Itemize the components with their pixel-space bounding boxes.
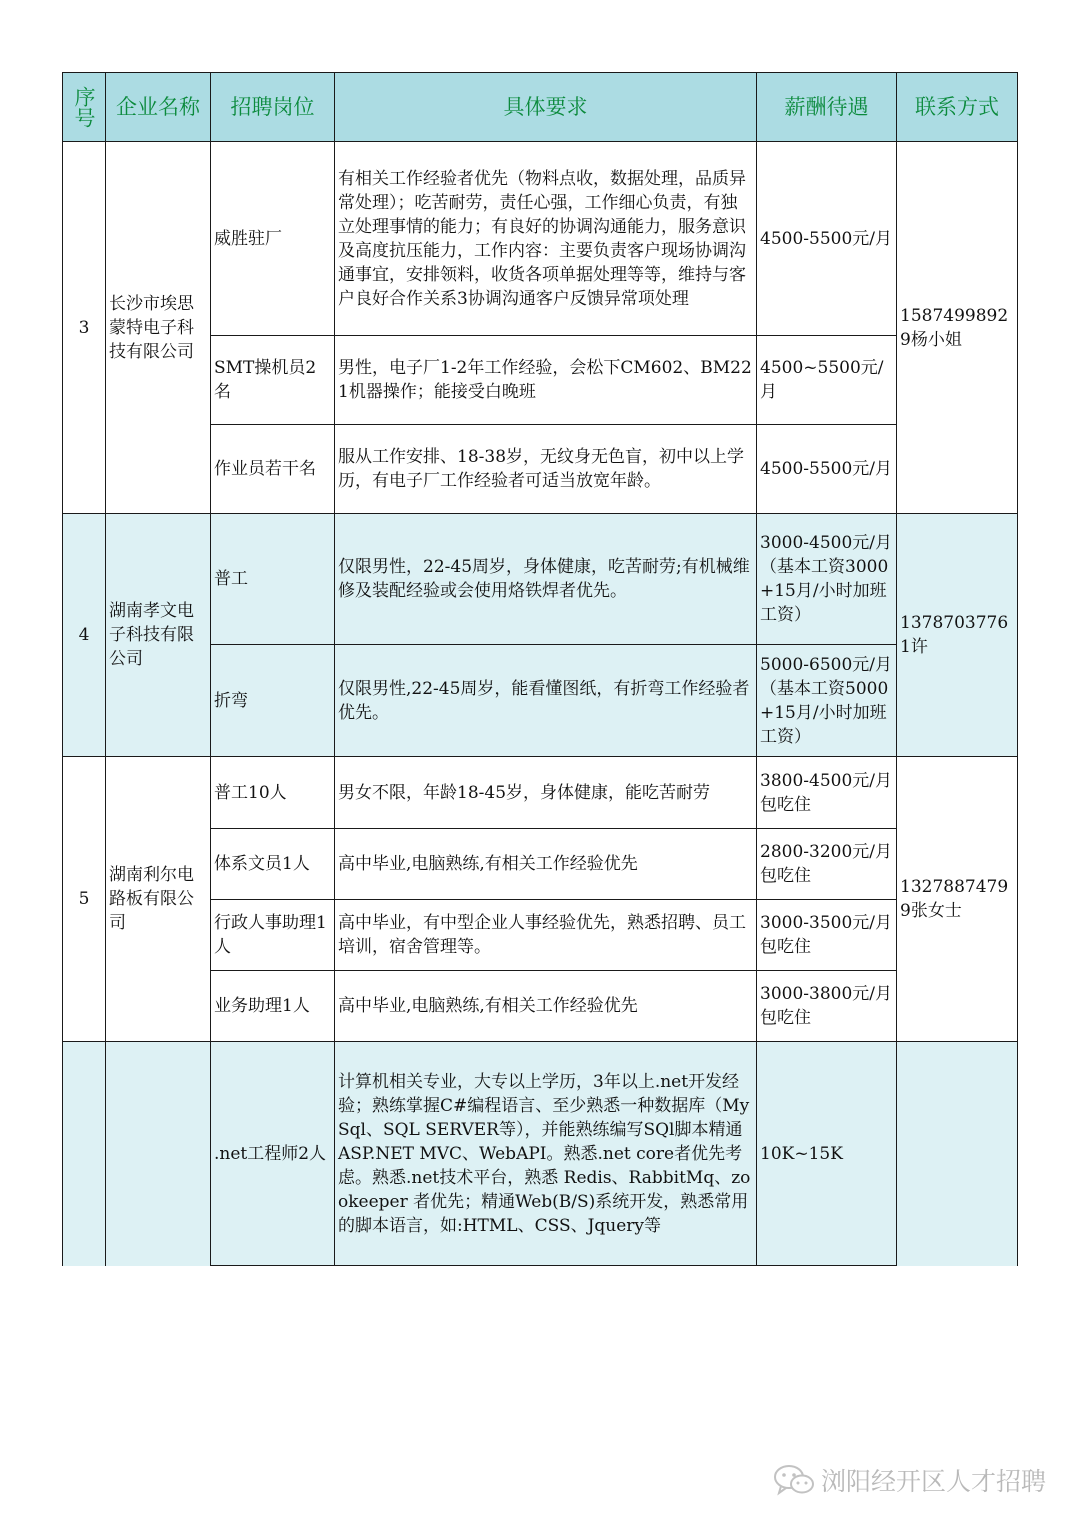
watermark (773, 1462, 1046, 1498)
requirements-cell: 男性，电子厂1-2年工作经验，会松下CM602、BM221机器操作；能接受白晚班 (335, 336, 757, 425)
seq-cell (63, 1042, 106, 1266)
seq-cell: 5 (63, 757, 106, 1042)
recruitment-table (62, 72, 1018, 1266)
salary-cell: 4500-5500元/月 (757, 425, 897, 514)
position-cell: 作业员若干名 (211, 425, 335, 514)
position-cell: 业务助理1人 (211, 971, 335, 1042)
contact-cell: 13278874799张女士 (897, 757, 1018, 1042)
requirements-cell: 高中毕业，有中型企业人事经验优先，熟悉招聘、员工培训，宿舍管理等。 (335, 900, 757, 971)
header-requirements: 具体要求 (335, 73, 757, 142)
contact-cell: 15874998929杨小姐 (897, 142, 1018, 514)
position-cell: 普工 (211, 514, 335, 645)
header-company: 企业名称 (106, 73, 211, 142)
position-cell: 威胜驻厂 (211, 142, 335, 336)
position-cell: 行政人事助理1人 (211, 900, 335, 971)
company-cell: 长沙市埃思蒙特电子科技有限公司 (106, 142, 211, 514)
position-cell: 折弯 (211, 645, 335, 757)
table-row (63, 757, 1018, 829)
requirements-cell: 有相关工作经验者优先（物料点收，数据处理，品质异常处理）；吃苦耐劳，责任心强，工作细心负责，有独立处理事情的能力；有良好的协调沟通能力，服务意识及高度抗压能力，工作内容：主要负责客户现场协调沟通事宜，安排领料，收货各项单据处理等等，维持与客户良好合作关系3协调沟通客户反馈异常项处理 (335, 142, 757, 336)
salary-cell: 4500~5500元/月 (757, 336, 897, 425)
salary-cell: 5000-6500元/月（基本工资5000+15月/小时加班工资） (757, 645, 897, 757)
company-cell (106, 1042, 211, 1266)
header-row (63, 73, 1018, 142)
contact-cell: 13787037761许 (897, 514, 1018, 757)
wechat-icon (773, 1463, 815, 1497)
company-cell: 湖南利尔电路板有限公司 (106, 757, 211, 1042)
header-contact: 联系方式 (897, 73, 1018, 142)
position-cell: 体系文员1人 (211, 829, 335, 900)
seq-cell: 3 (63, 142, 106, 514)
salary-cell: 2800-3200元/月包吃住 (757, 829, 897, 900)
requirements-cell: 计算机相关专业，大专以上学历，3年以上.net开发经验；熟练掌握C#编程语言、至少熟悉一种数据库（MySql、SQL SERVER等），并能熟练编写SQl脚本精通ASP.NET MVC、WebAPI。熟悉.net core者优先考虑。熟悉.net技术平台，熟悉 Redis、RabbitMq、zookeeper 者优先；精通Web(B/S)系统开发，熟悉常用的脚本语言，如:HTML、CSS、Jquery等 (335, 1042, 757, 1266)
header-position: 招聘岗位 (211, 73, 335, 142)
salary-cell: 3000-3500元/月包吃住 (757, 900, 897, 971)
table-row (63, 514, 1018, 645)
salary-cell: 3000-3800元/月包吃住 (757, 971, 897, 1042)
company-cell: 湖南孝文电子科技有限公司 (106, 514, 211, 757)
salary-cell: 4500-5500元/月 (757, 142, 897, 336)
requirements-cell: 仅限男性,22-45周岁，能看懂图纸，有折弯工作经验者优先。 (335, 645, 757, 757)
position-cell: .net工程师2人 (211, 1042, 335, 1266)
seq-cell: 4 (63, 514, 106, 757)
requirements-cell: 男女不限，年龄18-45岁，身体健康，能吃苦耐劳 (335, 757, 757, 829)
salary-cell: 3000-4500元/月（基本工资3000+15月/小时加班工资） (757, 514, 897, 645)
header-salary: 薪酬待遇 (757, 73, 897, 142)
table-row (63, 142, 1018, 336)
requirements-cell: 高中毕业,电脑熟练,有相关工作经验优先 (335, 971, 757, 1042)
salary-cell: 10K~15K (757, 1042, 897, 1266)
contact-cell (897, 1042, 1018, 1266)
salary-cell: 3800-4500元/月包吃住 (757, 757, 897, 829)
requirements-cell: 仅限男性，22-45周岁，身体健康，吃苦耐劳;有机械维修及装配经验或会使用烙铁焊者优先。 (335, 514, 757, 645)
requirements-cell: 高中毕业,电脑熟练,有相关工作经验优先 (335, 829, 757, 900)
position-cell: SMT操机员2名 (211, 336, 335, 425)
watermark-text: 浏阳经开区人才招聘 (820, 1467, 1046, 1496)
header-seq: 序号 (63, 73, 106, 142)
requirements-cell: 服从工作安排、18-38岁，无纹身无色盲，初中以上学历，有电子厂工作经验者可适当放宽年龄。 (335, 425, 757, 514)
position-cell: 普工10人 (211, 757, 335, 829)
table-row (63, 1042, 1018, 1266)
